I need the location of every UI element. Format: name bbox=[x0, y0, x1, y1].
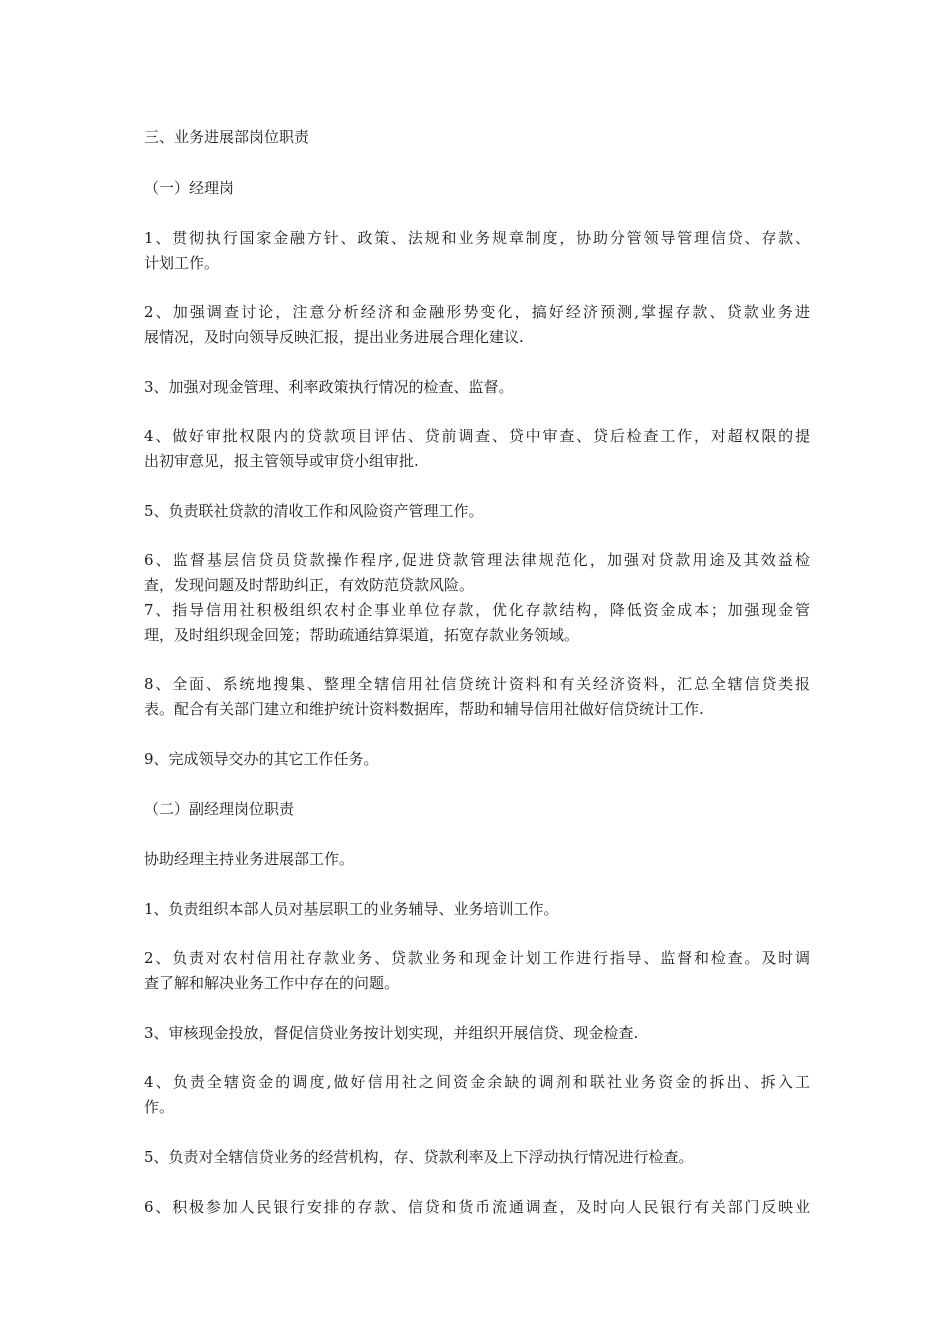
paragraph-line: 8、全面、系统地搜集、整理全辖信用社信贷统计资料和有关经济资料，汇总全辖信贷类报 bbox=[144, 675, 810, 693]
subsection-heading-deputy: （二）副经理岗位职责 bbox=[144, 800, 295, 818]
paragraph-line: 5、负责联社贷款的清收工作和风险资产管理工作。 bbox=[144, 502, 484, 520]
paragraph-line: 展情况，及时向领导反映汇报，提出业务进展合理化建议. bbox=[144, 328, 524, 346]
subsection-heading-manager: （一）经理岗 bbox=[144, 179, 235, 197]
paragraph-line: 出初审意见，报主管领导或审贷小组审批. bbox=[144, 452, 419, 470]
paragraph-line: 理，及时组织现金回笼；帮助疏通结算渠道，拓宽存款业务领域。 bbox=[144, 626, 580, 644]
paragraph-line: 3、审核现金投放，督促信贷业务按计划实现，并组织开展信贷、现金检查. bbox=[144, 1024, 639, 1042]
paragraph-line: 查了解和解决业务工作中存在的问题。 bbox=[144, 974, 400, 992]
paragraph-line: 7、指导信用社积极组织农村企事业单位存款，优化存款结构，降低资金成本；加强现金管 bbox=[144, 601, 810, 619]
paragraph-line: 5、负责对全辖信贷业务的经营机构，存、贷款利率及上下浮动执行情况进行检查。 bbox=[144, 1148, 694, 1166]
paragraph-line: 协助经理主持业务进展部工作。 bbox=[144, 850, 355, 868]
paragraph-line: 6、积极参加人民银行安排的存款、信贷和货币流通调查，及时向人民银行有关部门反映业 bbox=[144, 1198, 810, 1216]
paragraph-line: 表。配合有关部门建立和维护统计资料数据库，帮助和辅导信用社做好信贷统计工作. bbox=[144, 700, 704, 718]
paragraph-line: 4、负责全辖资金的调度,做好信用社之间资金余缺的调剂和联社业务资金的拆出、拆入工 bbox=[144, 1073, 810, 1091]
paragraph-line: 作。 bbox=[144, 1098, 175, 1116]
paragraph-line: 3、加强对现金管理、利率政策执行情况的检查、监督。 bbox=[144, 378, 514, 396]
paragraph-line: 查，发现问题及时帮助纠正，有效防范贷款风险。 bbox=[144, 576, 475, 594]
paragraph-line: 1、贯彻执行国家金融方针、政策、法规和业务规章制度，协助分管领导管理信贷、存款、 bbox=[144, 229, 810, 247]
paragraph-line: 2、负责对农村信用社存款业务、贷款业务和现金计划工作进行指导、监督和检查。及时调 bbox=[144, 949, 810, 967]
paragraph-line: 6、监督基层信贷员贷款操作程序,促进贷款管理法律规范化，加强对贷款用途及其效益检 bbox=[144, 551, 810, 569]
paragraph-line: 1、负责组织本部人员对基层职工的业务辅导、业务培训工作。 bbox=[144, 900, 559, 918]
paragraph-line: 计划工作。 bbox=[144, 254, 220, 272]
paragraph-line: 2、加强调查讨论，注意分析经济和金融形势变化，搞好经济预测,掌握存款、贷款业务进 bbox=[144, 303, 810, 321]
section-heading: 三、业务进展部岗位职责 bbox=[144, 128, 310, 146]
paragraph-line: 4、做好审批权限内的贷款项目评估、贷前调查、贷中审查、贷后检查工作，对超权限的提 bbox=[144, 427, 810, 445]
paragraph-line: 9、完成领导交办的其它工作任务。 bbox=[144, 750, 379, 768]
